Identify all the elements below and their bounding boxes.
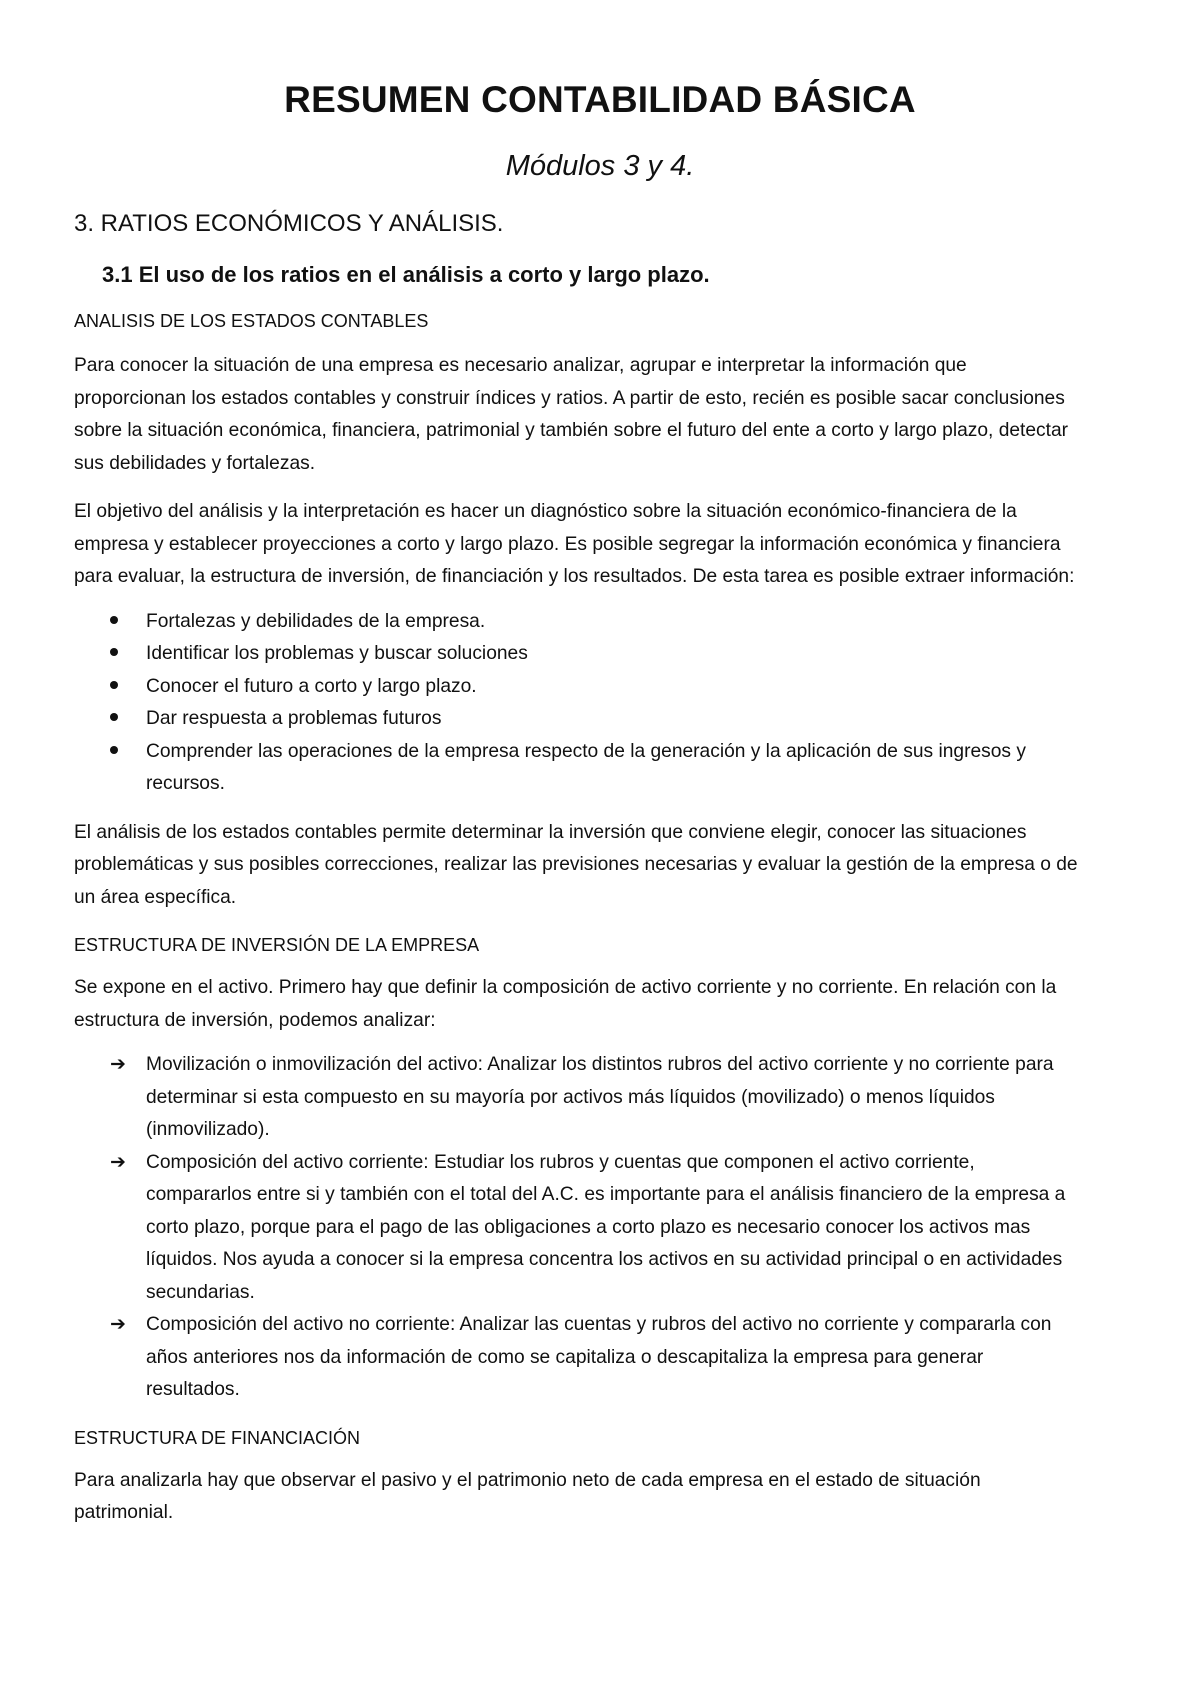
list-item: ➔ Composición del activo corriente: Estudiar los rubros y cuentas que componen el activo corriente, compararlos entre si y también con el total del A.C. es importante para el análisis financiero de la empresa a corto plazo, porque para el pago de las obligaciones a corto plazo es necesario conocer los activos mas líquidos. Nos ayuda a conocer si la empresa concentra los activos en su actividad principal o en actividades secundarias. (74, 1147, 1080, 1310)
paragraph-3: El análisis de los estados contables permite determinar la inversión que conviene elegir, conocer las situaciones problemáticas y sus posibles correcciones, realizar las previsiones necesarias y evaluar la gestión de la empresa o de un área específica. (74, 821, 1078, 908)
document-subtitle: Módulos 3 y 4. (505, 150, 695, 182)
paragraph-1: Para conocer la situación de una empresa es necesario analizar, agrupar e interpretar la información que proporcionan los estados contables y construir índices y ratios. A partir de esto, recién es posible sacar conclusiones sobre la situación económica, financiera, patrimonial y también sobre el futuro del ente a corto y largo plazo, detectar sus debilidades y fortalezas. (74, 355, 1069, 474)
bullet-icon (110, 736, 134, 769)
list-item: ➔ Composición del activo no corriente: Analizar las cuentas y rubros del activo no corriente y compararla con años anteriores nos da información de como se capitaliza o descapitaliza la empresa para generar resultados. (74, 1309, 1080, 1407)
list-item: Dar respuesta a problemas futuros (74, 703, 1080, 736)
heading-inversion: ESTRUCTURA DE INVERSIÓN DE LA EMPRESA (74, 935, 480, 955)
heading-financiacion: ESTRUCTURA DE FINANCIACIÓN (74, 1427, 361, 1448)
heading-analisis: ANALISIS DE LOS ESTADOS CONTABLES (74, 311, 429, 331)
bullet-icon (110, 703, 134, 736)
bullet-list (74, 606, 1080, 801)
section-heading: 3. RATIOS ECONÓMICOS Y ANÁLISIS. (74, 210, 504, 237)
paragraph-4: Se expone en el activo. Primero hay que definir la composición de activo corriente y no corriente. En relación con la estructura de inversión, podemos analizar: (74, 977, 1057, 1031)
arrow-list (74, 1049, 1080, 1407)
arrow-right-icon: ➔ (110, 1314, 126, 1335)
list-item: Comprender las operaciones de la empresa respecto de la generación y la aplicación de sus ingresos y recursos. (74, 736, 1080, 801)
list-item: ➔ Movilización o inmovilización del activo: Analizar los distintos rubros del activo corriente y no corriente para determinar si esta compuesto en su mayoría por activos más líquidos (movilizado) o menos líquidos (inmovilizado). (74, 1049, 1080, 1147)
arrow-right-icon: ➔ (110, 1054, 126, 1075)
bullet-icon (110, 671, 134, 704)
bullet-icon (110, 638, 134, 671)
list-item: Conocer el futuro a corto y largo plazo. (74, 671, 1080, 704)
bullet-icon (110, 606, 134, 639)
list-item: Identificar los problemas y buscar soluciones (74, 638, 1080, 671)
list-item: Fortalezas y debilidades de la empresa. (74, 606, 1080, 639)
paragraph-2: El objetivo del análisis y la interpretación es hacer un diagnóstico sobre la situación económico-financiera de la empresa y establecer proyecciones a corto y largo plazo. Es posible segregar la información económica y financiera para evaluar, la estructura de inversión, de financiación y los resultados. De esta tarea es posible extraer información: (74, 501, 1075, 587)
arrow-right-icon: ➔ (110, 1151, 126, 1173)
paragraph-5: Para analizarla hay que observar el pasivo y el patrimonio neto de cada empresa en el estado de situación patrimonial. (74, 1469, 981, 1523)
subsection-heading: 3.1 El uso de los ratios en el análisis a corto y largo plazo. (102, 262, 710, 287)
document-title: RESUMEN CONTABILIDAD BÁSICA (284, 79, 916, 120)
